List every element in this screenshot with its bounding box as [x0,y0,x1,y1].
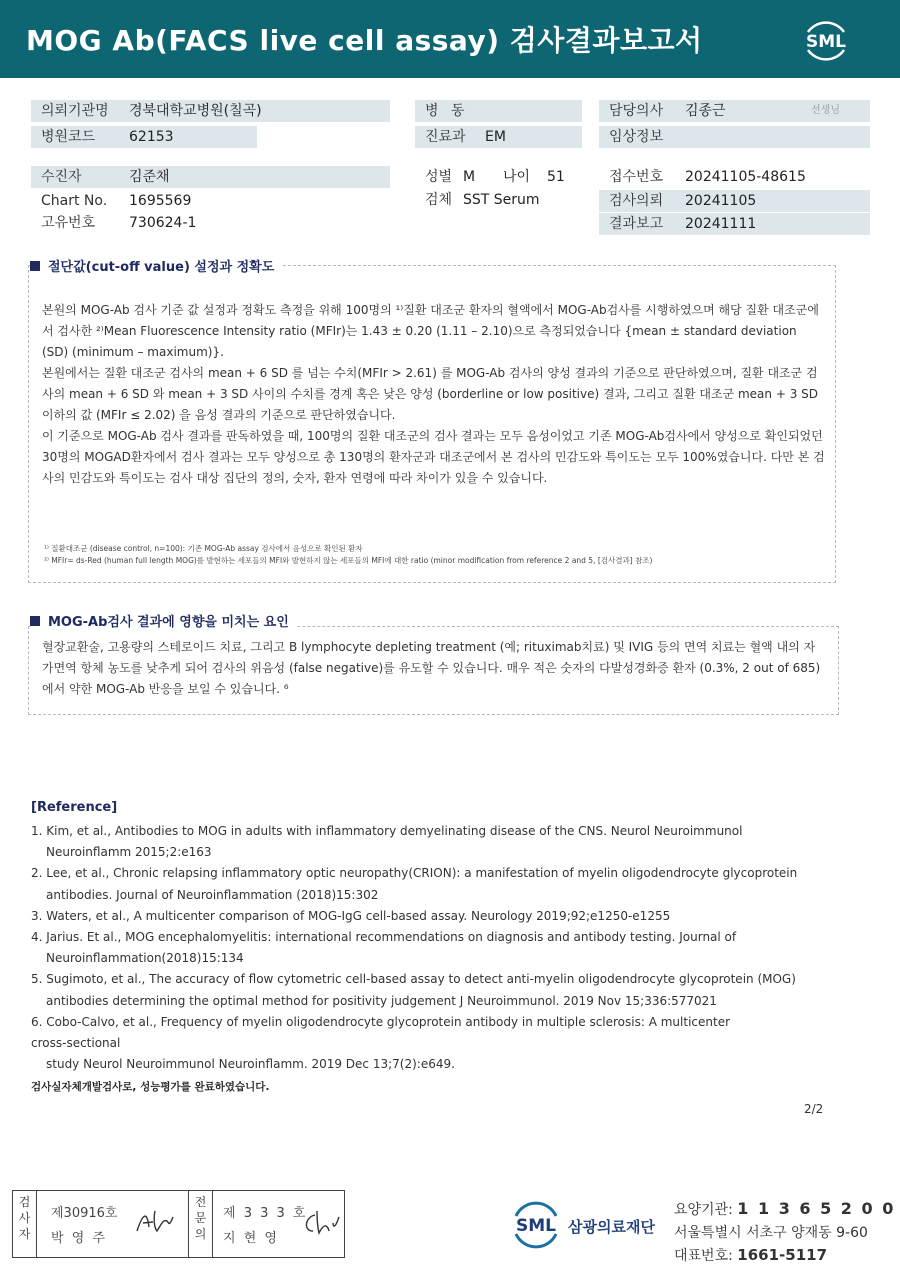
label-report-date: 결과보고 [609,216,664,232]
specialist-label-cell [189,1191,213,1257]
factors-body [42,637,826,700]
bullet-square-icon [30,616,40,626]
reference-line: Neuroinflamm 2015;2:e163 [46,845,212,860]
value-institution: 경북대학교병원(칠곡) [129,103,262,119]
value-unique-no: 730624-1 [129,215,197,231]
field-institution [31,100,390,122]
cutoff-para-3: 이 기준으로 MOG-Ab 검사 결과를 판독하였을 때, 100명의 질환 대조군의 검사 결과는 모두 음성이었고 기존 MOG-Ab검사에서 양성으로 확인되었던 30명의 MOGAD환자에서 검사 결과는 모두 양성으로 총 130명의 환자군과 대조군에서 본 검사의 민감도와 특이도는 모두 100%였습니다. 다만 본 검사의 민감도와 특이도는 검사 대상 집단의 정의, 숫자, 환자 연령에 따라 차이가 있을 수 있습니다. [42,429,825,485]
reference-line: antibodies determining the optimal method for positivity judgement J Neuroimmunol. 2019 Nov 15;336:577021 [46,993,717,1008]
label-ward: 병 동 [425,103,469,119]
phone-number: 1661-5117 [737,1246,828,1264]
sml-bottom-logo-text: SML [516,1216,556,1236]
field-chart-no [31,190,390,212]
reference-line: antibodies. Journal of Neuroinflammation (2018)15:302 [46,887,379,902]
examiner-label-char: 검 [18,1195,31,1209]
value-request-date: 20241105 [685,193,757,209]
report-title: MOG Ab(FACS live cell assay) 검사결과보고서 [26,24,703,57]
specialist-cell [213,1191,344,1257]
value-specimen: SST Serum [463,192,540,208]
cutoff-para-1: 본원의 MOG-Ab 검사 기준 값 설정과 정확도 측정을 위해 100명의 ¹⁾질환 대조군 환자의 혈액에서 MOG-Ab검사를 시행하였으며 해당 질환 대조군에서 검사한 ²⁾Mean Fluorescence Intensity ratio (MFIr)는 1.43 ± 0.20 (1.11 – 2.10)으로 측정되었습니다 {mean ± standard deviation (SD) (minimum – maximum)}. [42,303,819,359]
field-request-date [599,190,870,212]
bullet-square-icon [30,261,40,271]
factors-title-text: MOG-Ab검사 결과에 영향을 미치는 요인 [48,615,289,630]
specialist-label-char: 의 [194,1227,207,1241]
field-receipt-no [599,166,870,188]
field-report-date [599,213,870,235]
value-age: 51 [547,169,565,185]
specialist-license-no: 제 3 3 3 호 [223,1206,308,1221]
reference-line: 2. Lee, et al., Chronic relapsing inflammatory optic neuropathy(CRION): a manifestation of myelin oligodendrocyte glycoprotein [31,866,798,881]
reference-line: 3. Waters, et al., A multicenter comparison of MOG-IgG cell-based assay. Neurology 2019;92;e1250-e1255 [31,908,671,923]
value-sex: M [463,169,476,185]
reference-item [31,969,831,1011]
factors-para: 혈장교환술, 고용량의 스테로이드 치료, 그리고 B lymphocyte depleting treatment (예; rituximab치료) 및 IVIG 등의 면역 치료는 혈액 내의 자가면역 항체 농도를 낮추게 되어 검사의 위음성 (false negative)를 유도할 수 있습니다. 매우 적은 숫자의 다발성경화증 환자 (0.3%, 2 out of 685)에서 약한 MOG-Ab 반응을 보일 수 있습니다. ⁶ [42,640,821,696]
reference-item [31,906,831,927]
label-unique-no: 고유번호 [41,215,96,231]
cutoff-section-title [30,256,282,275]
reference-line: 5. Sugimoto, et al., The accuracy of flow cytometric cell-based assay to detect anti-myelin oligodendrocyte glycoprotein (MOG) [31,972,796,987]
examiner-cell [37,1191,189,1257]
value-receipt-no: 20241105-48615 [685,169,806,185]
field-hospital-code [31,126,257,148]
label-department: 진료과 [425,129,466,145]
label-clinical-info: 임상정보 [609,129,664,145]
value-patient: 김준채 [129,169,170,185]
examiner-label-char: 사 [18,1211,31,1225]
label-age: 나이 [503,169,531,185]
label-receipt-no: 접수번호 [609,169,664,185]
field-patient [31,166,390,188]
reference-item [31,927,831,969]
org-name: 삼광의료재단 [568,1218,655,1236]
care-label: 요양기관: [674,1202,733,1218]
reference-item [31,821,831,863]
label-patient: 수진자 [41,169,82,185]
examiner-license-no: 제30916호 [51,1206,118,1221]
phone-label: 대표번호: [674,1248,733,1264]
org-phone [674,1245,827,1265]
examiner-name: 박 영 주 [51,1231,107,1246]
page-number: 2/2 [804,1102,824,1116]
specialist-label-char: 문 [194,1211,207,1225]
sml-logo-icon [796,12,856,68]
field-unique-no [31,212,390,234]
field-clinical-info [599,126,870,148]
reference-line: 4. Jarius. Et al., MOG encephalomyelitis: international recommendations on diagnosis and antibody testing. Journal of [31,930,737,945]
specialist-name: 지 현 영 [223,1231,279,1246]
label-hospital-code: 병원코드 [41,129,96,145]
care-institution [674,1199,895,1219]
label-request-date: 검사의뢰 [609,193,664,209]
org-logo [508,1198,655,1254]
factors-section-title [30,611,297,630]
signature-box [12,1190,345,1258]
reference-line: study Neurol Neuroimmunol Neuroinflamm. 2019 Dec 13;7(2):e649. [46,1057,455,1072]
doctor-suffix: 선생님 [811,105,840,116]
examiner-signature-icon [133,1207,177,1237]
value-chart-no: 1695569 [129,193,192,209]
reference-line: 6. Cobo-Calvo, et al., Frequency of myelin oligodendrocyte glycoprotein antibody in multiple sclerosis: A multicenter [31,1014,731,1029]
field-ward [415,100,582,122]
label-sex: 성별 [425,169,453,185]
field-doctor [599,100,870,122]
org-address: 서울특별시 서초구 양재동 9-60 [674,1225,868,1241]
sml-logo-text: SML [806,32,846,52]
reference-line: 1. Kim, et al., Antibodies to MOG in adults with inflammatory demyelinating disease of the CNS. Neurol Neuroimmunol [31,824,743,838]
report-header [0,0,900,78]
certification-note: 검사실자체개발검사로, 성능평가를 완료하였습니다. [31,1081,270,1093]
footnote-2: ²⁾ MFIr= ds-Red (human full length MOG)를 발현하는 세포들의 MFI와 발현하지 않는 세포들의 MFI에 대한 ratio (minor modification from reference 2 and 5, [검사결과] 참조) [44,556,653,565]
reference-item [31,1012,831,1076]
value-hospital-code: 62153 [129,129,174,145]
label-specimen: 검체 [425,192,453,208]
field-department [415,126,582,148]
cutoff-para-2: 본원에서는 질환 대조군 검사의 mean + 6 SD 를 넘는 수치(MFIr > 2.61) 를 MOG-Ab 검사의 양성 결과의 기준으로 판단하였으며, 질환 대조군 검사의 mean + 6 SD 와 mean + 3 SD 사이의 수치를 경계 혹은 낮은 양성 (borderline or low positive) 결과, 그리고 질환 대조군 mean + 3 SD 이하의 값 (MFIr ≤ 2.02) 을 음성 결과의 기준으로 판단하였습니다. [42,366,818,422]
examiner-label-char: 자 [18,1227,31,1241]
care-number: 1 1 3 6 5 2 0 0 [737,1199,896,1218]
reference-list [31,821,831,1075]
value-report-date: 20241111 [685,216,757,232]
sml-bottom-logo-icon [508,1198,564,1250]
specialist-signature-icon [301,1209,341,1237]
label-institution: 의뢰기관명 [41,103,109,119]
field-sex-age [415,166,585,188]
cutoff-body [42,300,826,489]
reference-line: Neuroinflammation(2018)15:134 [46,951,244,966]
label-doctor: 담당의사 [609,103,664,119]
footnote-1: ¹⁾ 질환대조군 (disease control, n=100): 기존 MOG-Ab assay 검사에서 음성으로 확인된 환자 [44,544,363,553]
cutoff-title-text: 절단값(cut-off value) 설정과 정확도 [48,260,275,275]
reference-item [31,863,831,905]
specialist-label-char: 전 [194,1195,207,1209]
examiner-label-cell [13,1191,37,1257]
value-doctor: 김종근 [685,103,726,119]
cutoff-footnotes [44,543,828,567]
value-department: EM [485,129,506,145]
label-chart-no: Chart No. [41,193,108,209]
field-specimen [415,189,585,211]
reference-title: [Reference] [31,800,118,815]
reference-line: cross-sectional [31,1036,121,1051]
